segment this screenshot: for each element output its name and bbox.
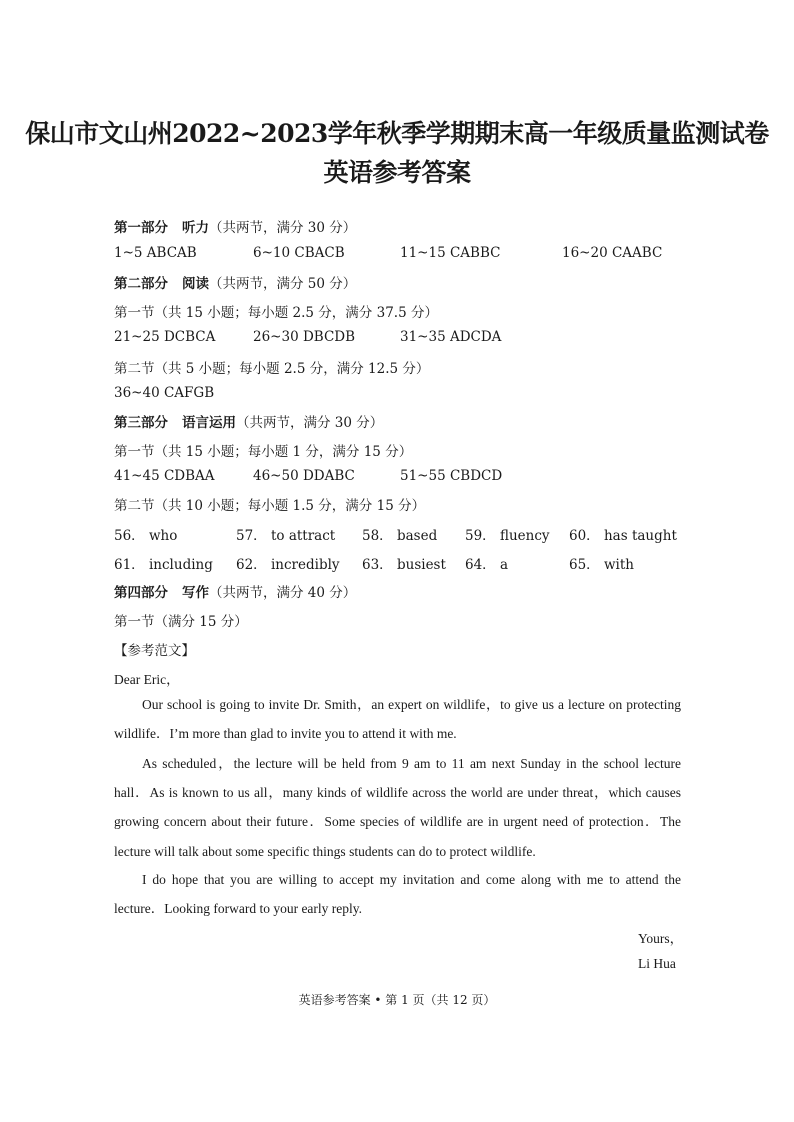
- answer-number: 57．: [236, 528, 267, 544]
- answer-number: 59．: [465, 528, 496, 544]
- answer-number: 60．: [569, 528, 600, 544]
- part4-heading: [114, 581, 356, 601]
- part3-section1-label: 第一节（共 15 小题；每小题 1 分，满分 15 分）: [114, 444, 413, 460]
- part3-number: 第三部分: [114, 415, 168, 431]
- fill-answer: [236, 553, 340, 573]
- answer-group: 11~15 CABBC: [400, 245, 501, 261]
- answer-group: 16~20 CAABC: [562, 245, 663, 261]
- answer-word: who: [148, 528, 178, 544]
- letter-paragraph: As scheduled，the lecture will be held from 9 am to 11 am next Sunday in the school lecture hall．As is known to us all，many kinds of wildlife across the world are under threat，which causes growing concern about their future．Some species of wildlife are in urgent need of protection．The lecture will talk about some specific things students can do to protect wildlife.: [114, 756, 681, 859]
- fill-answer: [236, 524, 335, 544]
- answer-group: 26~30 DBCDB: [253, 329, 356, 345]
- part3-note: （共两节，满分 30 分）: [236, 415, 384, 431]
- answer-number: 62．: [236, 557, 267, 573]
- answer-word: incredibly: [270, 557, 340, 573]
- fill-answer: [114, 553, 213, 573]
- fill-answer: [569, 524, 677, 544]
- answer-group: 6~10 CBACB: [253, 245, 345, 261]
- letter-paragraph: Our school is going to invite Dr. Smith，an expert on wildlife，to give us a lecture on protecting wildlife．I’m more than glad to invite you to attend it with me.: [114, 697, 681, 742]
- answer-number: 56．: [114, 528, 145, 544]
- answer-group: 46~50 DDABC: [253, 468, 355, 484]
- answer-group: 41~45 CDBAA: [114, 468, 215, 484]
- fill-answer: [465, 553, 508, 573]
- answer-group: 21~25 DCBCA: [114, 329, 216, 345]
- answer-word: has taught: [603, 528, 677, 544]
- part3-heading: [114, 411, 383, 431]
- answer-number: 58．: [362, 528, 393, 544]
- fill-answer: [569, 553, 634, 573]
- part4-number: 第四部分: [114, 585, 168, 601]
- part2-section1-label: 第一节（共 15 小题；每小题 2.5 分，满分 37.5 分）: [114, 305, 438, 321]
- page-title: 保山市文山州2022~2023学年秋季学期期末高一年级质量监测试卷: [25, 119, 769, 148]
- part2-number: 第二部分: [114, 276, 168, 292]
- part1-number: 第一部分: [114, 220, 168, 236]
- answer-group: 31~35 ADCDA: [400, 329, 502, 345]
- answer-word: based: [396, 528, 438, 544]
- answer-word: busiest: [396, 557, 446, 573]
- answer-word: with: [603, 557, 634, 573]
- part4-note: （共两节，满分 40 分）: [209, 585, 357, 601]
- part1-name: 听力: [182, 220, 209, 236]
- part3-section2-label: 第二节（共 10 小题；每小题 1.5 分，满分 15 分）: [114, 498, 426, 514]
- part1-heading: [114, 216, 356, 236]
- sample-essay-label: 【参考范文】: [114, 643, 195, 659]
- part1-note: （共两节，满分 30 分）: [209, 220, 357, 236]
- answer-group: 51~55 CBDCD: [400, 468, 503, 484]
- part2-heading: [114, 272, 356, 292]
- part2-note: （共两节，满分 50 分）: [209, 276, 357, 292]
- page-subtitle: 英语参考答案: [323, 158, 471, 187]
- letter-paragraph: I do hope that you are willing to accept my invitation and come along with me to attend the lecture．Looking forward to your early reply.: [114, 872, 681, 917]
- letter-closing: Yours，: [638, 931, 684, 946]
- fill-answer: [362, 524, 437, 544]
- fill-answer: [362, 553, 446, 573]
- answer-number: 63．: [362, 557, 393, 573]
- answer-word: a: [499, 557, 509, 573]
- answer-group: 36~40 CAFGB: [114, 385, 215, 401]
- answer-word: including: [148, 557, 213, 573]
- part4-section1-label: 第一节（满分 15 分）: [114, 614, 248, 630]
- answer-group: 1~5 ABCAB: [114, 245, 197, 261]
- letter-greeting: Dear Eric，: [114, 672, 180, 687]
- page-footer: 英语参考答案 • 第 1 页（共 12 页）: [298, 993, 496, 1007]
- answer-number: 64．: [465, 557, 496, 573]
- answer-number: 65．: [569, 557, 600, 573]
- fill-answer: [114, 524, 177, 544]
- answer-word: to attract: [270, 528, 336, 544]
- part3-name: 语言运用: [182, 415, 236, 431]
- part2-name: 阅读: [182, 276, 209, 292]
- answer-number: 61．: [114, 557, 145, 573]
- letter-signature: Li Hua: [638, 956, 676, 971]
- fill-answer: [465, 524, 550, 544]
- answer-word: fluency: [499, 528, 550, 544]
- part2-section2-label: 第二节（共 5 小题；每小题 2.5 分，满分 12.5 分）: [114, 361, 430, 377]
- part4-name: 写作: [182, 585, 209, 601]
